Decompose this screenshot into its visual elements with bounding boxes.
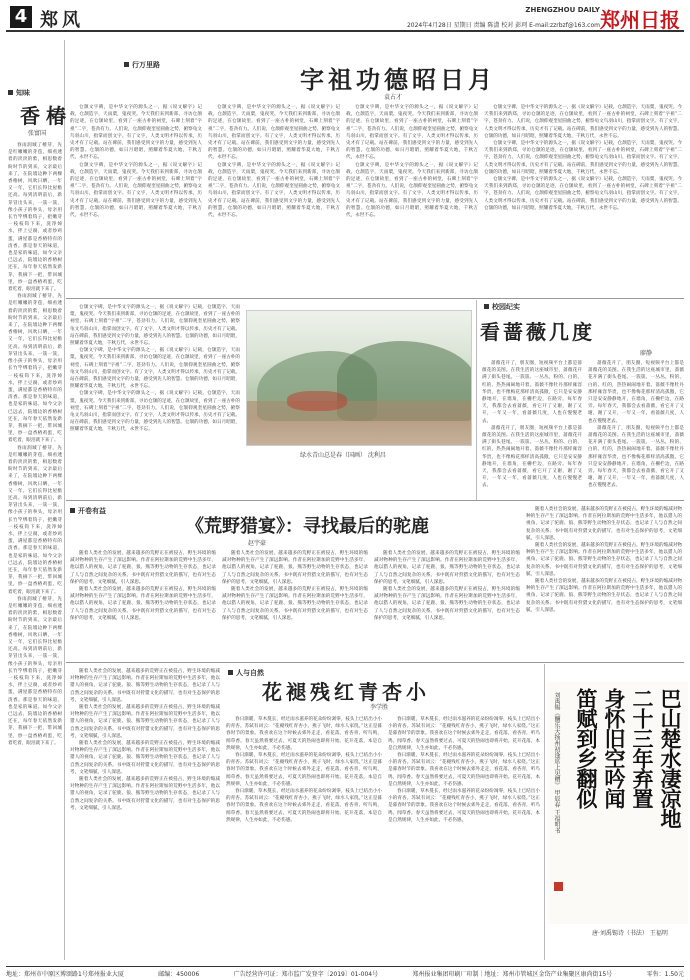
top-article-body-col4: 仓颉文字碑，是中华文字的源头之一，据《说文解字》记载，仓颉造字，天雨粟，鬼夜哭。今天我们来到新郑，寻访仓颉的足迹，在仓颉故里，看到了一座古朴的祠堂，石碑上刻着“字祖”二字，苍劲有力。人们说，仓颉仰观奎星圆曲之势，俯察龟文鸟羽山川，指掌而创文字。有了文字，人类文明才得以传承，历史才有了记载。站在碑前，我们感受到文字的力量，感受到先人的智慧。仓颉的功德，如日月昭昭，照耀着华夏大地，千秋万代，永世不忘。 仓颉文字碑，是中华文字的源头之一，据《说文解字》记载，仓颉造字，天雨粟，鬼夜哭。今天我们来到新郑，寻访仓颉的足迹，在仓颉故里，看到了一座古朴的祠堂，石碑上刻着“字祖”二字，苍劲有力。人们说，仓颉仰观奎星圆曲之势，俯察龟文鸟羽山川，指掌而创文字。有了文字，人类文明才得以传承，历史才有了记载。站在碑前，我们感受到文字的力量，感受到先人的智慧。仓颉的功德，如日月昭昭，照耀着华夏大地，千秋万代，永世不忘。 仓颉文字碑，是中华文字的源头之一，据《说文解字》记载，仓颉造字，天雨粟，鬼夜哭。今天我们来到新郑，寻访仓颉的足迹，在仓颉故里，看到了一座古朴的祠堂，石碑上刻着“字祖”二字，苍劲有力。人们说，仓颉仰观奎星圆曲之势，俯察龟文鸟羽山川，指掌而创文字。有了文字，人类文明才得以传承，历史才有了记载。站在碑前，我们感受到文字的力量，感受到先人的智慧。仓颉的功德，如日月昭昭，照耀着华夏大地，千秋万代，永世不忘。: [484, 105, 682, 211]
column-divider: [544, 664, 545, 960]
left-kicker: 知味: [8, 88, 30, 98]
bottom-article-body-col1: 春日渐暖，草木蔓长，经过雨水滋养的花朵纷纷凋零，枝头上已结出小小的青杏。苏轼有词云：“花褪残红青杏小，燕子飞时，绿水人家绕。”这正是暮春时节的景象。我喜欢在这个时候去郊外走走，看花落，看杏青，听鸟鸣，闻草香。春天虽然将要过去，可夏天的热闹也即将开始。花开花落，本是自然规律，人生亦如此，不必伤感。 春日渐暖，草木蔓长，经过雨水滋养的花朵纷纷凋零，枝头上已结出小小的青杏。苏轼有词云：“花褪残红青杏小，燕子飞时，绿水人家绕。”这正是暮春时节的景象。我喜欢在这个时候去郊外走走，看花落，看杏青，听鸟鸣，闻草香。春天虽然将要过去，可夏天的热闹也即将开始。花开花落，本是自然规律，人生亦如此，不必伤感。 春日渐暖，草木蔓长，经过雨水滋养的花朵纷纷凋零，枝头上已结出小小的青杏。苏轼有词云：“花褪残红青杏小，燕子飞时，绿水人家绕。”这正是暮春时节的景象。我喜欢在这个时候去郊外走走，看花落，看杏青，听鸟鸣，闻草香。春天虽然将要过去，可夏天的热闹也即将开始。花开花落，本是自然规律，人生亦如此，不必伤感。: [226, 717, 382, 823]
top-article-body-col2: 仓颉文字碑，是中华文字的源头之一，据《说文解字》记载，仓颉造字，天雨粟，鬼夜哭。今天我们来到新郑，寻访仓颉的足迹，在仓颉故里，看到了一座古朴的祠堂，石碑上刻着“字祖”二字，苍劲有力。人们说，仓颉仰观奎星圆曲之势，俯察龟文鸟羽山川，指掌而创文字。有了文字，人类文明才得以传承，历史才有了记载。站在碑前，我们感受到文字的力量，感受到先人的智慧。仓颉的功德，如日月昭昭，照耀着华夏大地，千秋万代，永世不忘。 仓颉文字碑，是中华文字的源头之一，据《说文解字》记载，仓颉造字，天雨粟，鬼夜哭。今天我们来到新郑，寻访仓颉的足迹，在仓颉故里，看到了一座古朴的祠堂，石碑上刻着“字祖”二字，苍劲有力。人们说，仓颉仰观奎星圆曲之势，俯察龟文鸟羽山川，指掌而创文字。有了文字，人类文明才得以传承，历史才有了记载。站在碑前，我们感受到文字的力量，感受到先人的智慧。仓颉的功德，如日月昭昭，照耀着华夏大地，千秋万代，永世不忘。: [208, 105, 340, 219]
calligraphy-inscription: 刘禹锡《酬乐天扬州初逢席上见赠》 甲辰春 王福明书: [553, 692, 560, 834]
calligraphy-caption: 唐·刘禹锡诗（书法） 王福明: [592, 930, 668, 937]
bottom-kicker: 人与自然: [228, 668, 264, 678]
right-kicker: 校园纪实: [484, 302, 520, 312]
issue-meta: 2024年4月28日 星期日 责编 陈潇 校对 彭珂 E-mail:zzrbzf@163.com: [406, 22, 600, 29]
top-article-title: 字祖功德昭日月: [300, 65, 496, 94]
book-article-title: 《荒野猎宴》：寻找最后的驼鹿: [186, 516, 429, 537]
seal-stamp: [554, 882, 563, 891]
landscape-painting: [246, 310, 472, 446]
book-article-continued: 随着人类社会的发展，越来越多的荒野正在被侵占，野生环境的缩减对物种的生存产生了深远影响。作者在阿拉斯加的荒野中生活多年，他以猎人的视角，记录了驼鹿、狼、熊等野生动物的生存状态，也记录了人与自然之间复杂的关系。书中既有对狩猎文化的描写，也有对生态保护的思考，文笔细腻，引人深思。 随着人类社会的发展，越来越多的荒野正在被侵占，野生环境的缩减对物种的生存产生了深远影响。作者在阿拉斯加的荒野中生活多年，他以猎人的视角，记录了驼鹿、狼、熊等野生动物的生存状态，也记录了人与自然之间复杂的关系。书中既有对狩猎文化的描写，也有对生态保护的思考，文笔细腻，引人深思。 随着人类社会的发展，越来越多的荒野正在被侵占，野生环境的缩减对物种的生存产生了深远影响。作者在阿拉斯加的荒野中生活多年，他以猎人的视角，记录了驼鹿、狼、熊等野生动物的生存状态，也记录了人与自然之间复杂的关系。书中既有对狩猎文化的描写，也有对生态保护的思考，文笔细腻，引人深思。 随着人类社会的发展，越来越多的荒野正在被侵占，野生环境的缩减对物种的生存产生了深远影响。作者在阿拉斯加的荒野中生活多年，他以猎人的视角，记录了驼鹿、狼、熊等野生动物的生存状态，也记录了人与自然之间复杂的关系。书中既有对狩猎文化的描写，也有对生态保护的思考，文笔细腻，引人深思。: [70, 669, 220, 811]
column-divider: [64, 40, 65, 960]
top-article-author: 袁占才: [384, 94, 403, 101]
column-divider: [476, 300, 477, 500]
left-article-title: 香椿: [20, 104, 72, 128]
footer-address: 地址：郑州市中原区博颂路1号郑州报业大厦: [6, 971, 124, 978]
section-divider: [66, 662, 684, 663]
left-article-author: 张富国: [28, 130, 47, 137]
right-article-author: 廖静: [640, 350, 653, 357]
book-article-body-col4: 随着人类社会的发展，越来越多的荒野正在被侵占，野生环境的缩减对物种的生存产生了深远影响。作者在阿拉斯加的荒野中生活多年，他以猎人的视角，记录了驼鹿、狼、熊等野生动物的生存状态，也记录了人与自然之间复杂的关系。书中既有对狩猎文化的描写，也有对生态保护的思考，文笔细腻，引人深思。 随着人类社会的发展，越来越多的荒野正在被侵占，野生环境的缩减对物种的生存产生了深远影响。作者在阿拉斯加的荒野中生活多年，他以猎人的视角，记录了驼鹿、狼、熊等野生动物的生存状态，也记录了人与自然之间复杂的关系。书中既有对狩猎文化的描写，也有对生态保护的思考，文笔细腻，引人深思。 随着人类社会的发展，越来越多的荒野正在被侵占，野生环境的缩减对物种的生存产生了深远影响。作者在阿拉斯加的荒野中生活多年，他以猎人的视角，记录了驼鹿、狼、熊等野生动物的生存状态，也记录了人与自然之间复杂的关系。书中既有对狩猎文化的描写，也有对生态保护的思考，文笔细腻，引人深思。: [526, 507, 682, 613]
top-kicker: 行万里路: [124, 60, 160, 70]
right-article-body-col2: 蔷薇花开了，朋友圈，短视频平台上都是蔷薇花的美图。在我生活的这座城市里，蔷薇花开满了街头巷尾。一簇簇、一丛丛，粉的、白的、红的，热热闹闹地开着。蔷薇不像牡丹那样雍容华贵，也不像梅花那样清高孤傲，它只是安安静静地开，在墙角，在栅栏边，在路旁。每年春天，我都会去看蔷薇，看它开了又谢，谢了又开，一年又一年，看蔷薇几度，人也在慢慢老去。 蔷薇花开了，朋友圈，短视频平台上都是蔷薇花的美图。在我生活的这座城市里，蔷薇花开满了街头巷尾。一簇簇、一丛丛，粉的、白的、红的，热热闹闹地开着。蔷薇不像牡丹那样雍容华贵，也不像梅花那样清高孤傲，它只是安安静静地开，在墙角，在栅栏边，在路旁。每年春天，我都会去看蔷薇，看它开了又谢，谢了又开，一年又一年，看蔷薇几度，人也在慢慢老去。: [588, 361, 684, 489]
bottom-article-body-col2: 春日渐暖，草木蔓长，经过雨水滋养的花朵纷纷凋零，枝头上已结出小小的青杏。苏轼有词云：“花褪残红青杏小，燕子飞时，绿水人家绕。”这正是暮春时节的景象。我喜欢在这个时候去郊外走走，看花落，看杏青，听鸟鸣，闻草香。春天虽然将要过去，可夏天的热闹也即将开始。花开花落，本是自然规律，人生亦如此，不必伤感。 春日渐暖，草木蔓长，经过雨水滋养的花朵纷纷凋零，枝头上已结出小小的青杏。苏轼有词云：“花褪残红青杏小，燕子飞时，绿水人家绕。”这正是暮春时节的景象。我喜欢在这个时候去郊外走走，看花落，看杏青，听鸟鸣，闻草香。春天虽然将要过去，可夏天的热闹也即将开始。花开花落，本是自然规律，人生亦如此，不必伤感。 春日渐暖，草木蔓长，经过雨水滋养的花朵纷纷凋零，枝头上已结出小小的青杏。苏轼有词云：“花褪残红青杏小，燕子飞时，绿水人家绕。”这正是暮春时节的景象。我喜欢在这个时候去郊外走走，看花落，看杏青，听鸟鸣，闻草香。春天虽然将要过去，可夏天的热闹也即将开始。花开花落，本是自然规律，人生亦如此，不必伤感。: [388, 717, 540, 823]
footer: [6, 966, 684, 978]
book-article-author: 赵宇豪: [248, 540, 267, 547]
book-article-body-col2: 随着人类社会的发展，越来越多的荒野正在被侵占，野生环境的缩减对物种的生存产生了深远影响。作者在阿拉斯加的荒野中生活多年，他以猎人的视角，记录了驼鹿、狼、熊等野生动物的生存状态，也记录了人与自然之间复杂的关系。书中既有对狩猎文化的描写，也有对生态保护的思考，文笔细腻，引人深思。 随着人类社会的发展，越来越多的荒野正在被侵占，野生环境的缩减对物种的生存产生了深远影响。作者在阿拉斯加的荒野中生活多年，他以猎人的视角，记录了驼鹿、狼、熊等野生动物的生存状态，也记录了人与自然之间复杂的关系。书中既有对狩猎文化的描写，也有对生态保护的思考，文笔细腻，引人深思。: [222, 551, 368, 621]
calligraphy-column: 巴山楚水凄凉地: [658, 688, 683, 828]
painting-caption: 绿水青山总是春（国画） 沈利昌: [300, 452, 386, 459]
book-article-body-col3: 随着人类社会的发展，越来越多的荒野正在被侵占，野生环境的缩减对物种的生存产生了深远影响。作者在阿拉斯加的荒野中生活多年，他以猎人的视角，记录了驼鹿、狼、熊等野生动物的生存状态，也记录了人与自然之间复杂的关系。书中既有对狩猎文化的描写，也有对生态保护的思考，文笔细腻，引人深思。 随着人类社会的发展，越来越多的荒野正在被侵占，野生环境的缩减对物种的生存产生了深远影响。作者在阿拉斯加的荒野中生活多年，他以猎人的视角，记录了驼鹿、狼、熊等野生动物的生存状态，也记录了人与自然之间复杂的关系。书中既有对狩猎文化的描写，也有对生态保护的思考，文笔细腻，引人深思。: [374, 551, 520, 621]
footer-printer: 郑州报业集团印刷厂印制｜地址：郑州市管城区金岱产业集聚区康尚街15号: [412, 971, 613, 978]
top-article-body-col1: 仓颉文字碑，是中华文字的源头之一，据《说文解字》记载，仓颉造字，天雨粟，鬼夜哭。今天我们来到新郑，寻访仓颉的足迹，在仓颉故里，看到了一座古朴的祠堂，石碑上刻着“字祖”二字，苍劲有力。人们说，仓颉仰观奎星圆曲之势，俯察龟文鸟羽山川，指掌而创文字。有了文字，人类文明才得以传承，历史才有了记载。站在碑前，我们感受到文字的力量，感受到先人的智慧。仓颉的功德，如日月昭昭，照耀着华夏大地，千秋万代，永世不忘。 仓颉文字碑，是中华文字的源头之一，据《说文解字》记载，仓颉造字，天雨粟，鬼夜哭。今天我们来到新郑，寻访仓颉的足迹，在仓颉故里，看到了一座古朴的祠堂，石碑上刻着“字祖”二字，苍劲有力。人们说，仓颉仰观奎星圆曲之势，俯察龟文鸟羽山川，指掌而创文字。有了文字，人类文明才得以传承，历史才有了记载。站在碑前，我们感受到文字的力量，感受到先人的智慧。仓颉的功德，如日月昭昭，照耀着华夏大地，千秋万代，永世不忘。: [70, 105, 202, 219]
top-article-body-col3: 仓颉文字碑，是中华文字的源头之一，据《说文解字》记载，仓颉造字，天雨粟，鬼夜哭。今天我们来到新郑，寻访仓颉的足迹，在仓颉故里，看到了一座古朴的祠堂，石碑上刻着“字祖”二字，苍劲有力。人们说，仓颉仰观奎星圆曲之势，俯察龟文鸟羽山川，指掌而创文字。有了文字，人类文明才得以传承，历史才有了记载。站在碑前，我们感受到文字的力量，感受到先人的智慧。仓颉的功德，如日月昭昭，照耀着华夏大地，千秋万代，永世不忘。 仓颉文字碑，是中华文字的源头之一，据《说文解字》记载，仓颉造字，天雨粟，鬼夜哭。今天我们来到新郑，寻访仓颉的足迹，在仓颉故里，看到了一座古朴的祠堂，石碑上刻着“字祖”二字，苍劲有力。人们说，仓颉仰观奎星圆曲之势，俯察龟文鸟羽山川，指掌而创文字。有了文字，人类文明才得以传承，历史才有了记载。站在碑前，我们感受到文字的力量，感受到先人的智慧。仓颉的功德，如日月昭昭，照耀着华夏大地，千秋万代，永世不忘。: [346, 105, 478, 219]
book-kicker: 开卷有益: [70, 506, 106, 516]
paper-english-name: ZHENGZHOU DAILY: [525, 6, 600, 14]
footer-zip: 邮编：450006: [158, 971, 200, 978]
calligraphy-column: 二十三年弃置: [630, 688, 655, 808]
calligraphy-artwork: [548, 682, 688, 924]
book-article-body-col1: 随着人类社会的发展，越来越多的荒野正在被侵占，野生环境的缩减对物种的生存产生了深远影响。作者在阿拉斯加的荒野中生活多年，他以猎人的视角，记录了驼鹿、狼、熊等野生动物的生存状态，也记录了人与自然之间复杂的关系。书中既有对狩猎文化的描写，也有对生态保护的思考，文笔细腻，引人深思。 随着人类社会的发展，越来越多的荒野正在被侵占，野生环境的缩减对物种的生存产生了深远影响。作者在阿拉斯加的荒野中生活多年，他以猎人的视角，记录了驼鹿、狼、熊等野生动物的生存状态，也记录了人与自然之间复杂的关系。书中既有对狩猎文化的描写，也有对生态保护的思考，文笔细腻，引人深思。: [70, 551, 216, 621]
bottom-article-author: 李学胜: [370, 704, 389, 711]
page-number: 4: [10, 6, 32, 28]
footer-price: 零售：1.50元: [646, 971, 684, 978]
bottom-article-title: 花褪残红青杏小: [262, 680, 430, 704]
masthead: [6, 4, 684, 32]
calligraphy-column: 笛赋到乡翻似: [574, 688, 599, 808]
right-article-body-col1: 蔷薇花开了，朋友圈，短视频平台上都是蔷薇花的美图。在我生活的这座城市里，蔷薇花开满了街头巷尾。一簇簇、一丛丛，粉的、白的、红的，热热闹闹地开着。蔷薇不像牡丹那样雍容华贵，也不像梅花那样清高孤傲，它只是安安静静地开，在墙角，在栅栏边，在路旁。每年春天，我都会去看蔷薇，看它开了又谢，谢了又开，一年又一年，看蔷薇几度，人也在慢慢老去。 蔷薇花开了，朋友圈，短视频平台上都是蔷薇花的美图。在我生活的这座城市里，蔷薇花开满了街头巷尾。一簇簇、一丛丛，粉的、白的、红的，热热闹闹地开着。蔷薇不像牡丹那样雍容华贵，也不像梅花那样清高孤傲，它只是安安静静地开，在墙角，在栅栏边，在路旁。每年春天，我都会去看蔷薇，看它开了又谢，谢了又开，一年又一年，看蔷薇几度，人也在慢慢老去。: [482, 361, 582, 489]
top-article-continued: 仓颉文字碑，是中华文字的源头之一，据《说文解字》记载，仓颉造字，天雨粟，鬼夜哭。今天我们来到新郑，寻访仓颉的足迹，在仓颉故里，看到了一座古朴的祠堂，石碑上刻着“字祖”二字，苍劲有力。人们说，仓颉仰观奎星圆曲之势，俯察龟文鸟羽山川，指掌而创文字。有了文字，人类文明才得以传承，历史才有了记载。站在碑前，我们感受到文字的力量，感受到先人的智慧。仓颉的功德，如日月昭昭，照耀着华夏大地，千秋万代，永世不忘。 仓颉文字碑，是中华文字的源头之一，据《说文解字》记载，仓颉造字，天雨粟，鬼夜哭。今天我们来到新郑，寻访仓颉的足迹，在仓颉故里，看到了一座古朴的祠堂，石碑上刻着“字祖”二字，苍劲有力。人们说，仓颉仰观奎星圆曲之势，俯察龟文鸟羽山川，指掌而创文字。有了文字，人类文明才得以传承，历史才有了记载。站在碑前，我们感受到文字的力量，感受到先人的智慧。仓颉的功德，如日月昭昭，照耀着华夏大地，千秋万代，永世不忘。 仓颉文字碑，是中华文字的源头之一，据《说文解字》记载，仓颉造字，天雨粟，鬼夜哭。今天我们来到新郑，寻访仓颉的足迹，在仓颉故里，看到了一座古朴的祠堂，石碑上刻着“字祖”二字，苍劲有力。人们说，仓颉仰观奎星圆曲之势，俯察龟文鸟羽山川，指掌而创文字。有了文字，人类文明才得以传承，历史才有了记载。站在碑前，我们感受到文字的力量，感受到先人的智慧。仓颉的功德，如日月昭昭，照耀着华夏大地，千秋万代，永世不忘。: [70, 305, 240, 433]
footer-license: 广告经营许可证：郑市监广发登字〔2019〕01-004号: [233, 971, 379, 978]
section-divider: [66, 298, 684, 299]
section-name: 郑风: [40, 10, 84, 31]
section-divider: [66, 500, 684, 501]
paper-logo: 郑州日报: [600, 8, 680, 32]
left-article-body: 春雨润城了椿芽，先是红嫩嫩的芽苞，细看透着的淡淡的紫，相思数着盼时节的到来。父亲最后来了，在院墙边种下两棵香椿树，风吹日晒，一年又一年，它们长得比屋檐还高。每到清明前后，新芽冒出头来，一簇一簇，像小孩子的拳头，母亲用长竹竿绑着钩子，把嫩芽一枝枝钩下来，洗净焯水，拌上豆腐，或者炒鸡蛋，满屋都是香椿特有的清香。那是春天的味道，也是家的味道。如今父亲已远去，院墙边的香椿树还在，每年春天依然发新芽，我摘下一把，带回城里，炒一盘香椿鸡蛋，吃着吃着，眼泪就下来了。 春雨润城了椿芽，先是红嫩嫩的芽苞，细看透着的淡淡的紫，相思数着盼时节的到来。父亲最后来了，在院墙边种下两棵香椿树，风吹日晒，一年又一年，它们长得比屋檐还高。每到清明前后，新芽冒出头来，一簇一簇，像小孩子的拳头，母亲用长竹竿绑着钩子，把嫩芽一枝枝钩下来，洗净焯水，拌上豆腐，或者炒鸡蛋，满屋都是香椿特有的清香。那是春天的味道，也是家的味道。如今父亲已远去，院墙边的香椿树还在，每年春天依然发新芽，我摘下一把，带回城里，炒一盘香椿鸡蛋，吃着吃着，眼泪就下来了。 春雨润城了椿芽，先是红嫩嫩的芽苞，细看透着的淡淡的紫，相思数着盼时节的到来。父亲最后来了，在院墙边种下两棵香椿树，风吹日晒，一年又一年，它们长得比屋檐还高。每到清明前后，新芽冒出头来，一簇一簇，像小孩子的拳头，母亲用长竹竿绑着钩子，把嫩芽一枝枝钩下来，洗净焯水，拌上豆腐，或者炒鸡蛋，满屋都是香椿特有的清香。那是春天的味道，也是家的味道。如今父亲已远去，院墙边的香椿树还在，每年春天依然发新芽，我摘下一把，带回城里，炒一盘香椿鸡蛋，吃着吃着，眼泪就下来了。 春雨润城了椿芽，先是红嫩嫩的芽苞，细看透着的淡淡的紫，相思数着盼时节的到来。父亲最后来了，在院墙边种下两棵香椿树，风吹日晒，一年又一年，它们长得比屋檐还高。每到清明前后，新芽冒出头来，一簇一簇，像小孩子的拳头，母亲用长竹竿绑着钩子，把嫩芽一枝枝钩下来，洗净焯水，拌上豆腐，或者炒鸡蛋，满屋都是香椿特有的清香。那是春天的味道，也是家的味道。如今父亲已远去，院墙边的香椿树还在，每年春天依然发新芽，我摘下一把，带回城里，炒一盘香椿鸡蛋，吃着吃着，眼泪就下来了。: [8, 143, 62, 746]
calligraphy-column: 身怀旧空吟闻: [602, 688, 627, 808]
calligraphy-text: [574, 688, 682, 828]
right-article-title: 看蔷薇几度: [480, 320, 595, 344]
